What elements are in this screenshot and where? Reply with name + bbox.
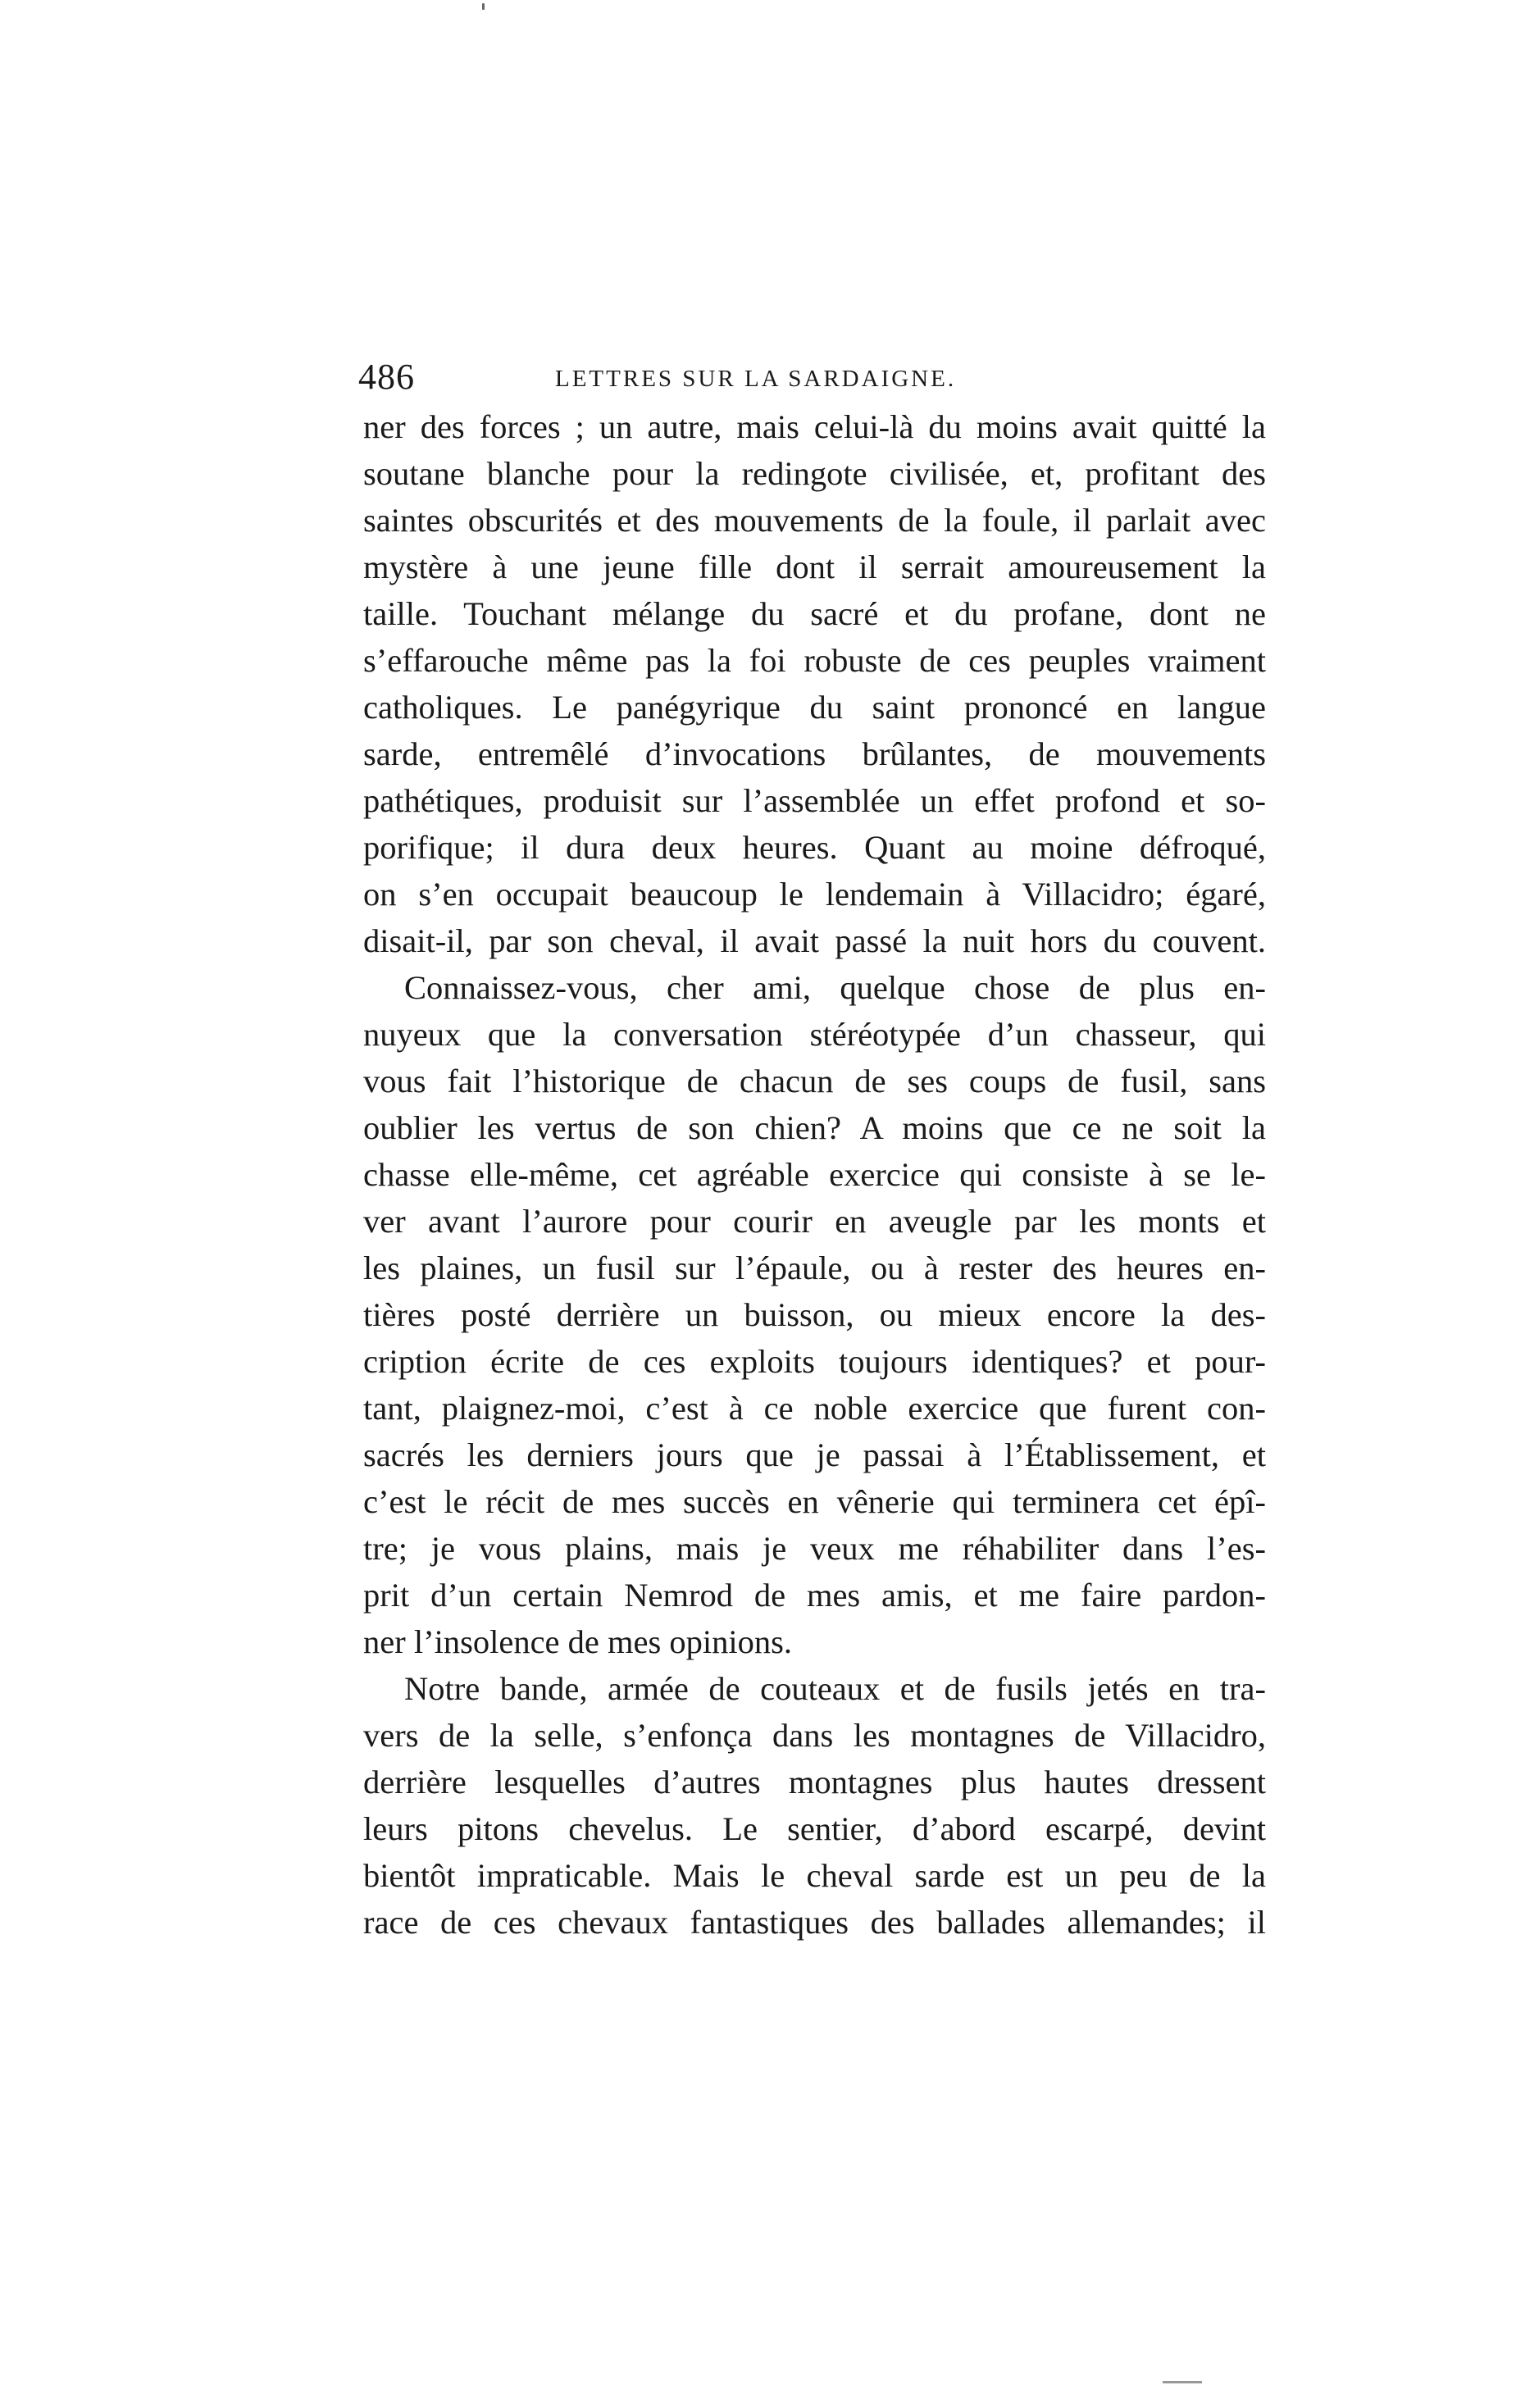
text-line: tières posté derrière un buisson, ou mieux encore la des-: [363, 1296, 1266, 1333]
page-number: 486: [358, 357, 415, 397]
text-line: disait-il, par son cheval, il avait passé la nuit hors du couvent.: [363, 922, 1266, 959]
text-line: prit d’un certain Nemrod de mes amis, et me faire pardon-: [363, 1577, 1266, 1614]
text-line: tant, plaignez-moi, c’est à ce noble exercice que furent con-: [363, 1390, 1266, 1427]
running-title: LETTRES SUR LA SARDAIGNE.: [555, 366, 957, 392]
scan-mark: [1163, 2381, 1202, 2383]
scan-speck: [482, 3, 485, 10]
text-line: les plaines, un fusil sur l’épaule, ou à rester des heures en-: [363, 1250, 1266, 1286]
text-line: sarde, entremêlé d’invocations brûlantes, de mouvements: [363, 735, 1266, 772]
text-line: race de ces chevaux fantastiques des ballades allemandes; il: [363, 1904, 1266, 1941]
text-line: mystère à une jeune fille dont il serrait amoureusement la: [363, 549, 1266, 585]
text-line: sacrés les derniers jours que je passai à l’Établissement, et: [363, 1436, 1266, 1473]
text-line: cription écrite de ces exploits toujours identiques? et pour-: [363, 1343, 1266, 1380]
text-line: vous fait l’historique de chacun de ses coups de fusil, sans: [363, 1063, 1266, 1099]
text-line: on s’en occupait beaucoup le lendemain à Villacidro; égaré,: [363, 876, 1266, 913]
text-line: derrière lesquelles d’autres montagnes plus hautes dressent: [363, 1764, 1266, 1800]
text-line: pathétiques, produisit sur l’assemblée un effet profond et so-: [363, 782, 1266, 819]
text-line: nuyeux que la conversation stéréotypée d’un chasseur, qui: [363, 1016, 1266, 1053]
text-line: porifique; il dura deux heures. Quant au moine défroqué,: [363, 829, 1266, 866]
text-line: saintes obscurités et des mouvements de la foule, il parlait avec: [363, 502, 1266, 539]
text-line: ver avant l’aurore pour courir en aveugle par les monts et: [363, 1203, 1266, 1240]
text-line: taille. Touchant mélange du sacré et du profane, dont ne: [363, 595, 1266, 632]
text-line: leurs pitons chevelus. Le sentier, d’abord escarpé, devint: [363, 1810, 1266, 1847]
text-line: bientôt impraticable. Mais le cheval sarde est un peu de la: [363, 1857, 1266, 1894]
page-header: [358, 354, 1268, 400]
text-line: Notre bande, armée de couteaux et de fusils jetés en tra-: [404, 1670, 1266, 1707]
text-line: tre; je vous plains, mais je veux me réhabiliter dans l’es-: [363, 1530, 1266, 1567]
text-line: c’est le récit de mes succès en vênerie qui terminera cet épî-: [363, 1483, 1266, 1520]
text-line: ner l’insolence de mes opinions.: [363, 1623, 792, 1660]
text-line: oublier les vertus de son chien? A moins que ce ne soit la: [363, 1109, 1266, 1146]
text-line: chasse elle-même, cet agréable exercice qui consiste à se le-: [363, 1156, 1266, 1193]
text-line: ner des forces ; un autre, mais celui-là du moins avait quitté la: [363, 408, 1266, 445]
text-line: Connaissez-vous, cher ami, quelque chose de plus en-: [404, 969, 1266, 1006]
text-line: catholiques. Le panégyrique du saint prononcé en langue: [363, 689, 1266, 726]
text-line: s’effarouche même pas la foi robuste de ces peuples vraiment: [363, 642, 1266, 679]
body-text: [363, 403, 1266, 1946]
text-line: vers de la selle, s’enfonça dans les montagnes de Villacidro,: [363, 1717, 1266, 1754]
text-line: soutane blanche pour la redingote civilisée, et, profitant des: [363, 455, 1266, 492]
